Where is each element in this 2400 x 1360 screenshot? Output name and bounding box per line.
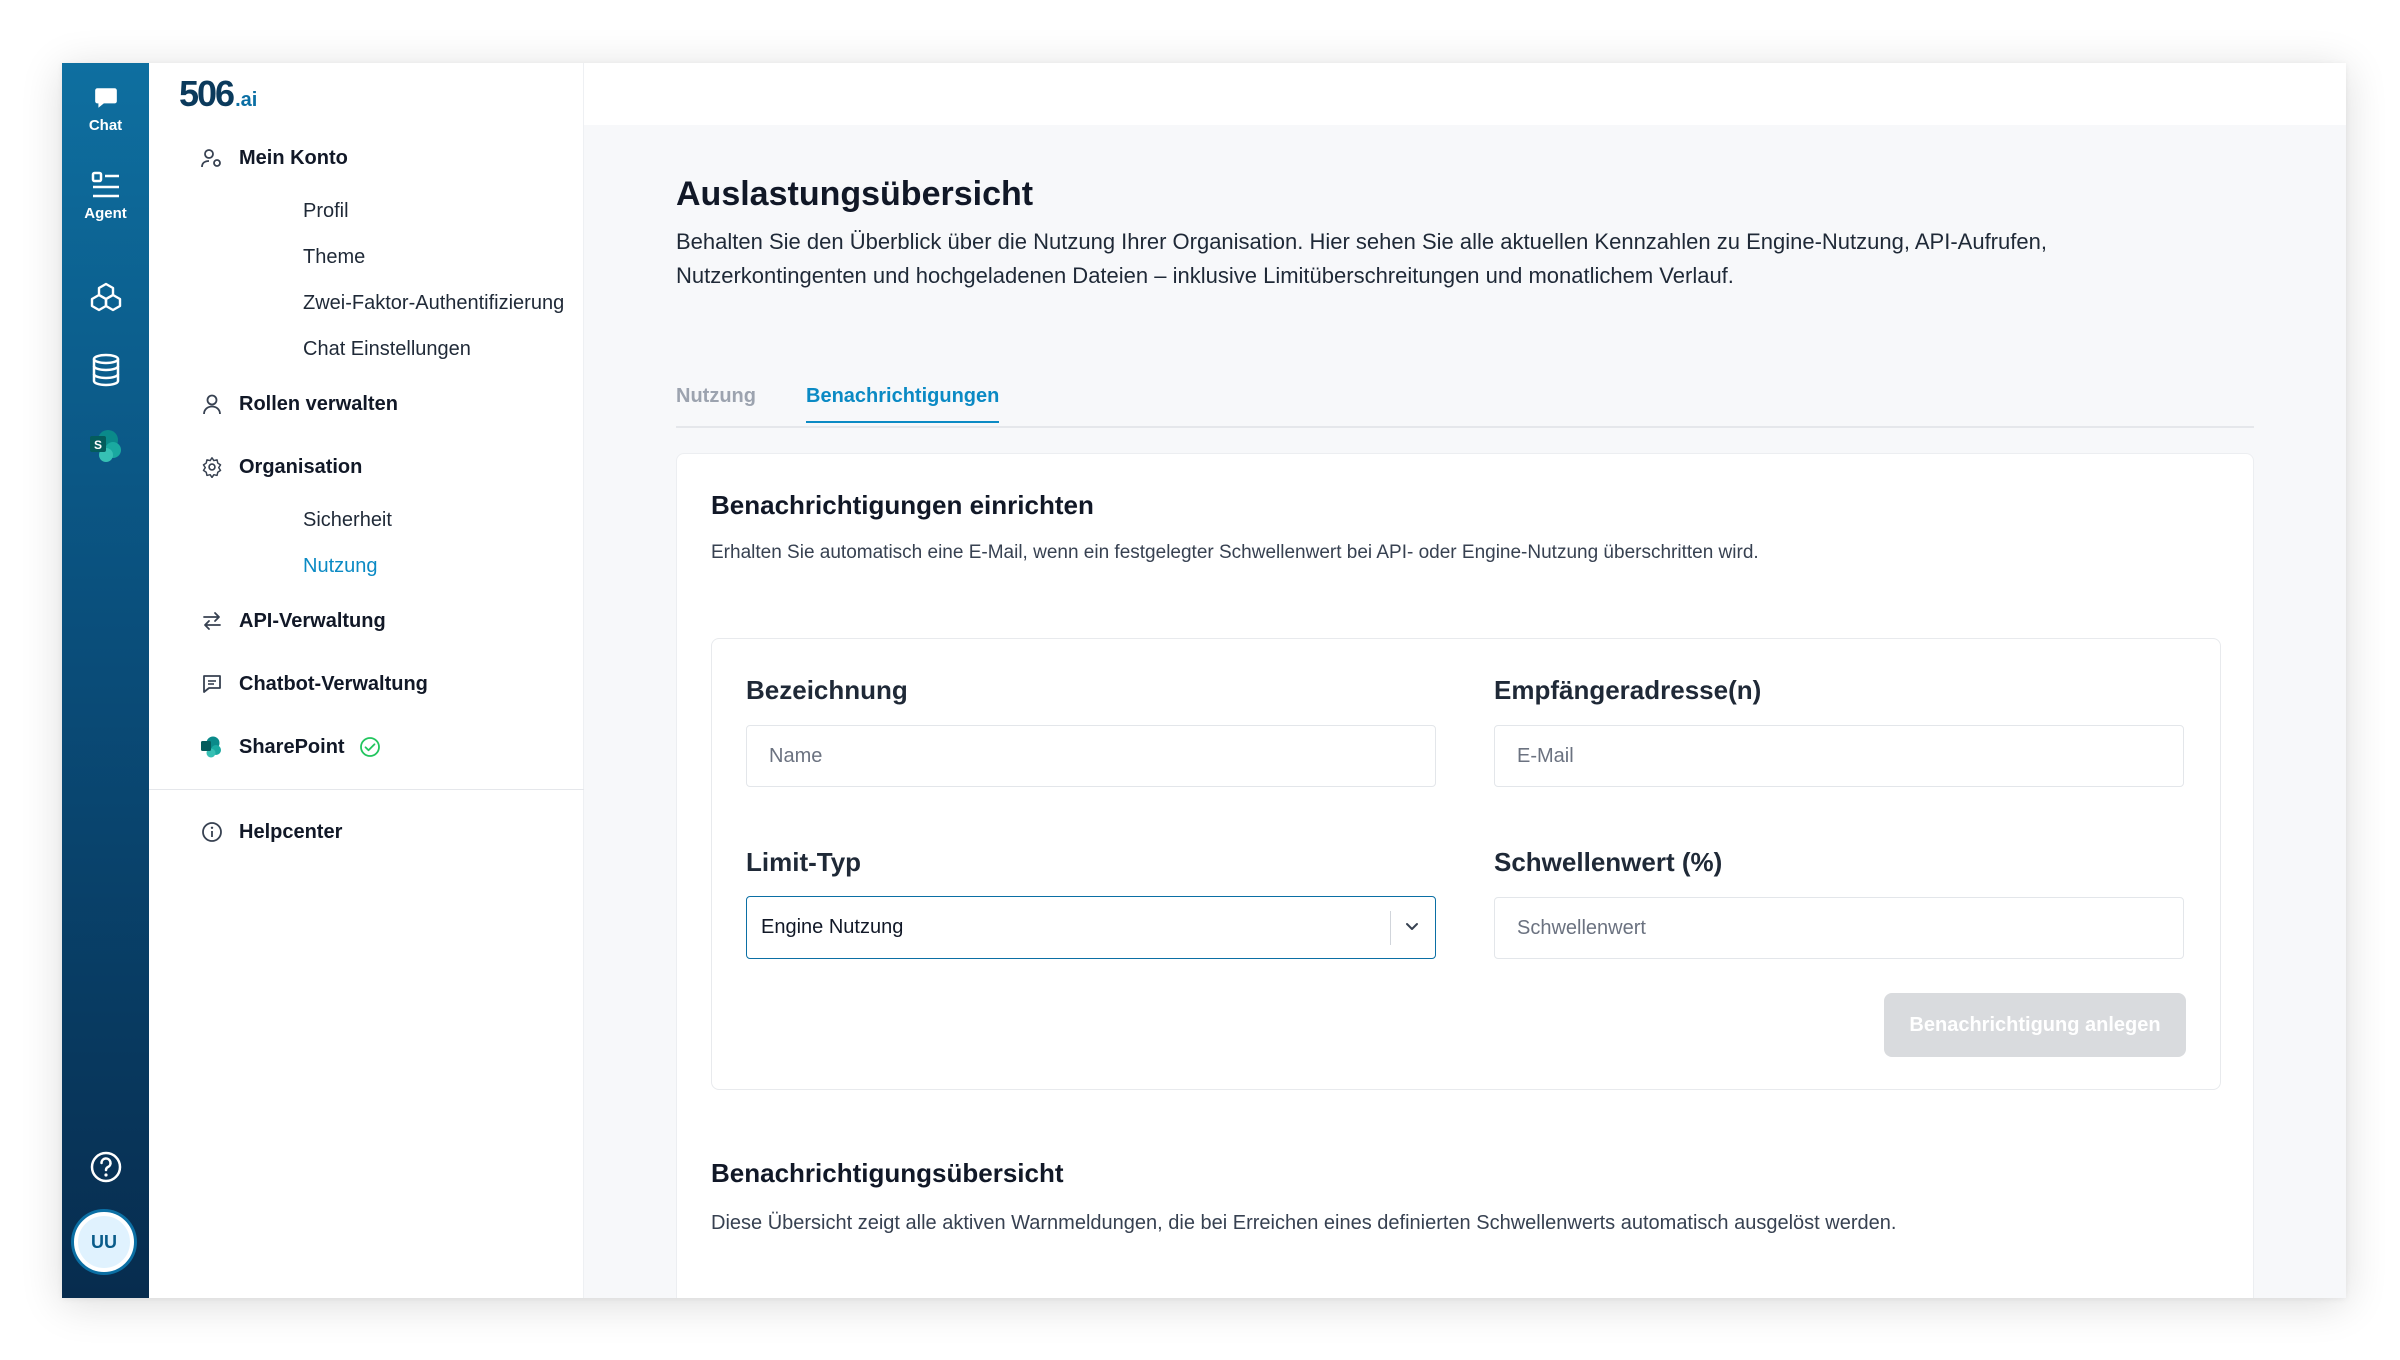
sidebar-item-profile[interactable]: Profil [303, 200, 349, 222]
gear-icon [199, 454, 225, 480]
rail-chat-label: Chat [88, 117, 123, 134]
threshold-input[interactable] [1494, 897, 2184, 959]
sharepoint-icon [88, 429, 124, 463]
chevron-down-icon[interactable] [1403, 917, 1421, 935]
limit-type-select[interactable] [746, 896, 1436, 959]
swap-arrows-icon [199, 608, 225, 634]
api-label: API-Verwaltung [239, 609, 386, 632]
roles-label: Rollen verwalten [239, 392, 398, 415]
sidebar-item-sharepoint[interactable] [199, 734, 381, 760]
notification-form [711, 638, 2221, 1090]
sidebar-item-chatbot[interactable] [199, 671, 428, 697]
cubes-icon [89, 281, 123, 315]
chatbot-label: Chatbot-Verwaltung [239, 672, 428, 695]
tab-usage[interactable]: Nutzung [676, 385, 756, 407]
sidebar-item-my-account[interactable] [199, 145, 348, 171]
user-avatar[interactable]: UU [74, 1212, 134, 1272]
info-circle-icon [199, 819, 225, 845]
user-settings-icon [199, 145, 225, 171]
setup-description: Erhalten Sie automatisch eine E-Mail, wenn ein festgelegter Schwellenwert bei API- oder Engine-Nutzung überschritten wird. [711, 542, 1759, 563]
sidebar-item-roles[interactable] [199, 391, 398, 417]
chat-bubble-icon [93, 85, 119, 111]
sidebar-item-security[interactable]: Sicherheit [303, 509, 392, 531]
database-icon [91, 353, 121, 387]
sidebar-item-two-factor[interactable]: Zwei-Faktor-Authentifizierung [303, 292, 565, 314]
settings-sidebar [149, 63, 584, 1298]
rail-sharepoint[interactable] [62, 429, 149, 463]
create-notification-button[interactable]: Benachrichtigung anlegen [1884, 993, 2186, 1057]
agent-list-icon [91, 171, 121, 199]
recipient-label: Empfängeradresse(n) [1494, 675, 1762, 705]
svg-text:S: S [93, 438, 102, 452]
threshold-label: Schwellenwert (%) [1494, 847, 1723, 877]
sidebar-item-organisation[interactable] [199, 454, 362, 480]
overview-title: Benachrichtigungsübersicht [711, 1158, 1064, 1188]
name-label: Bezeichnung [746, 675, 908, 705]
rail-help[interactable] [62, 1150, 149, 1184]
rail-models[interactable] [62, 281, 149, 315]
logo-main: 506 [179, 73, 234, 114]
sharepoint-label: SharePoint [239, 735, 345, 758]
page-description: Behalten Sie den Überblick über die Nutzung Ihrer Organisation. Hier sehen Sie alle aktuellen Kennzahlen zu Engine-Nutzung, API-Aufrufen, Nutzerkontingenten und hochgeladenen Dateien – inklusive Limitüberschreitungen und monatlichem Verlauf. [676, 229, 2047, 288]
page-title: Auslastungsübersicht [676, 175, 1034, 213]
select-separator [1390, 911, 1391, 945]
sidebar-item-theme[interactable]: Theme [303, 246, 366, 268]
email-input[interactable] [1494, 725, 2184, 787]
user-icon [199, 391, 225, 417]
setup-title: Benachrichtigungen einrichten [711, 490, 1094, 520]
notifications-card [676, 453, 2254, 1298]
app-rail [62, 63, 149, 1298]
my-account-label: Mein Konto [239, 146, 348, 169]
check-circle-icon [359, 736, 381, 758]
sidebar-item-helpcenter[interactable] [199, 819, 342, 845]
main-content [584, 125, 2346, 1298]
sharepoint-small-icon [199, 734, 225, 760]
help-circle-icon [89, 1150, 123, 1184]
sidebar-item-chat-settings[interactable]: Chat Einstellungen [303, 338, 471, 360]
logo-suffix: .ai [235, 89, 258, 111]
rail-agent-label: Agent [84, 205, 127, 222]
sidebar-divider [149, 789, 584, 790]
rail-chat[interactable] [62, 85, 149, 134]
message-square-icon [199, 671, 225, 697]
tab-notifications[interactable]: Benachrichtigungen [806, 385, 999, 423]
rail-agent[interactable] [62, 171, 149, 222]
helpcenter-label: Helpcenter [239, 820, 343, 843]
limit-type-label: Limit-Typ [746, 847, 862, 877]
app-window [62, 63, 2346, 1298]
brand-logo[interactable] [179, 73, 257, 115]
organisation-label: Organisation [239, 455, 363, 478]
limit-type-value: Engine Nutzung [761, 916, 904, 938]
overview-description: Diese Übersicht zeigt alle aktiven Warnmeldungen, die bei Erreichen eines definierten Schwellenwerts automatisch ausgelöst werden. [711, 1212, 1897, 1234]
tab-bar [676, 385, 2254, 428]
sidebar-item-usage[interactable]: Nutzung [303, 555, 378, 577]
name-input[interactable] [746, 725, 1436, 787]
rail-database[interactable] [62, 353, 149, 387]
sidebar-item-api[interactable] [199, 608, 386, 634]
